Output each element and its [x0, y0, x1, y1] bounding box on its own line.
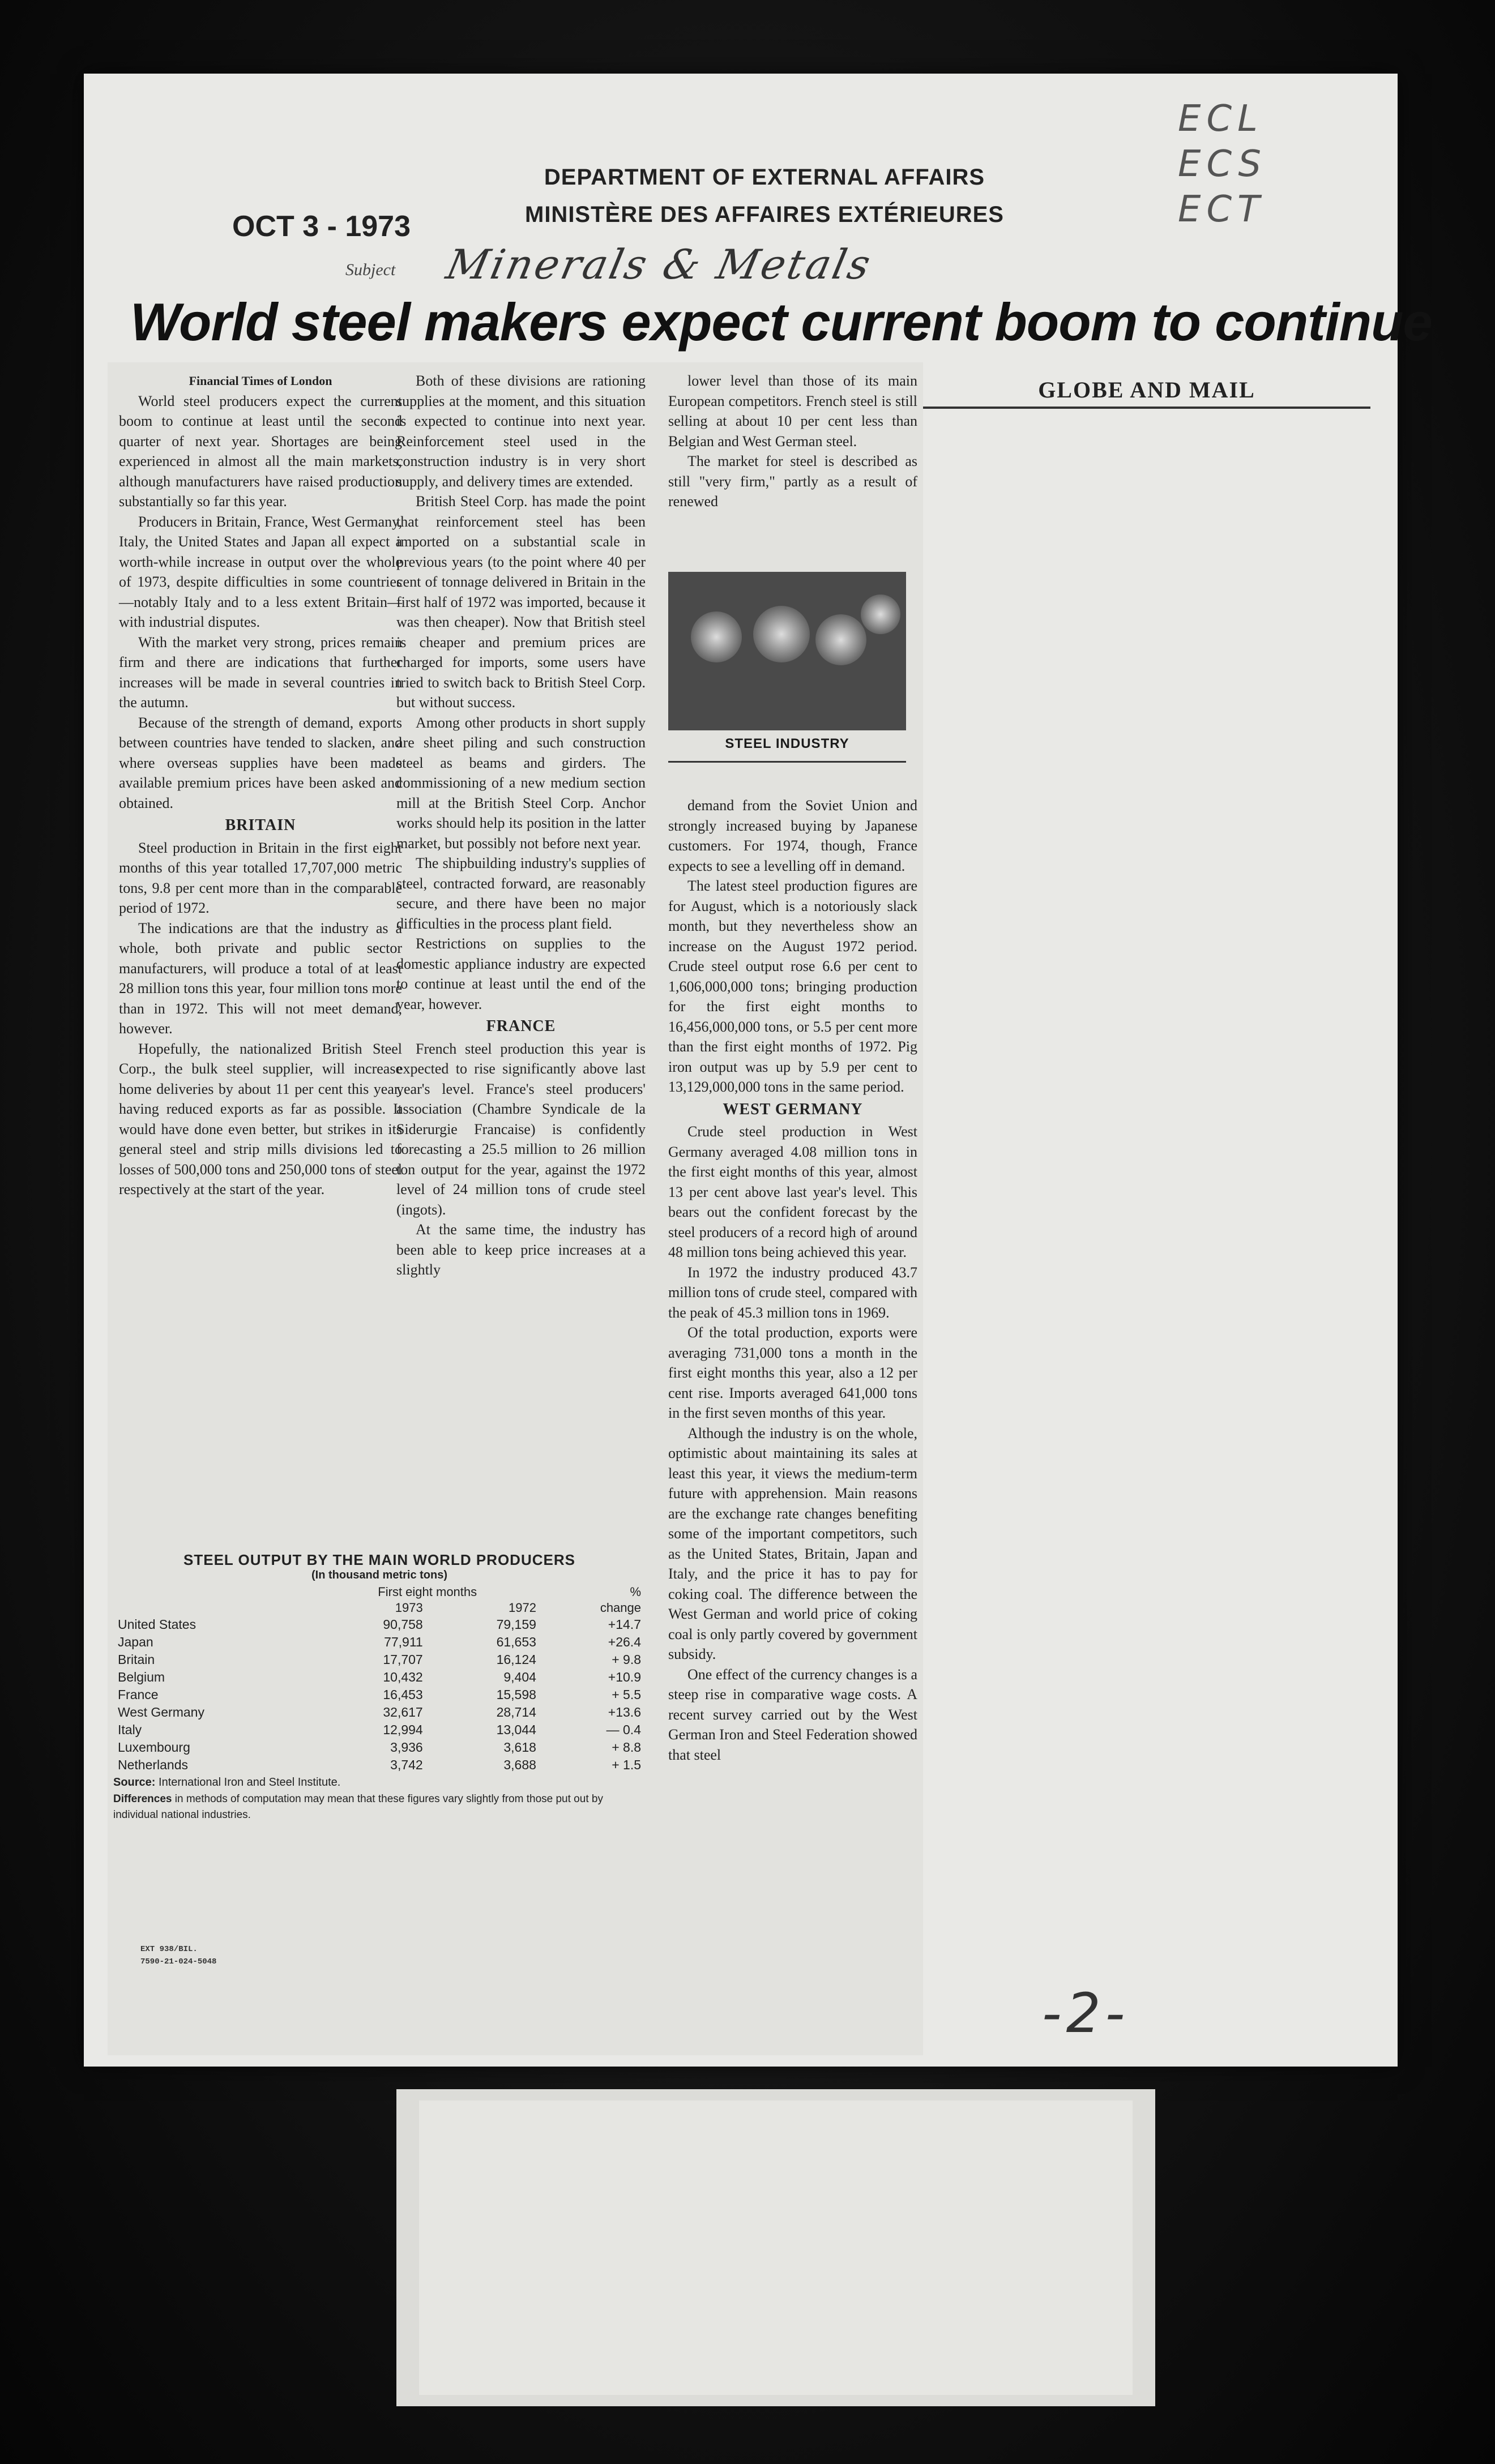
table-row: Britain 17,707 16,124 + 9.8 — [118, 1652, 641, 1667]
subhead-britain: BRITAIN — [225, 816, 296, 834]
paragraph: The indications are that the industry as a whole, both private and public sector manufacturers, will produce a total of at least 28 million tons this year, four million tons more than in 1972. This will not meet demand, however. — [119, 919, 402, 1037]
department-en: DEPARTMENT OF EXTERNAL AFFAIRS — [544, 165, 985, 190]
code-2: ECS — [1178, 143, 1267, 185]
table-row: Italy 12,994 13,044 — 0.4 — [118, 1722, 641, 1737]
paragraph: At the same time, the industry has been able to keep price increases at a slightly — [396, 1221, 646, 1278]
table-source: Source: International Iron and Steel Institute. — [113, 1776, 341, 1789]
paragraph: The latest steel production figures are for August, which is a notoriously slack month, but they nevertheless show an increase on the August 1972 period. Crude steel output rose 6.6 per cent to 1,606,000,000 tons; bringing production for the first eight months to 16,456,000,000 tons, or 5.5 per cent more than the first eight months of 1972. Pig iron output was up by 5.9 per cent to 13,129,000,000 tons in the same period. — [668, 878, 917, 1095]
paragraph: With the market very strong, prices remain firm and there are indications that further increases will be made in several countries in the autumn. — [119, 634, 402, 711]
paragraph: demand from the Soviet Union and strongly increased buying by Japanese customers. For 1974, though, France expects to see a levelling off in demand. — [668, 797, 917, 874]
paragraph: Producers in Britain, France, West Germany, Italy, the United States and Japan all expect a worth-while increase in output over the whole of 1973, despite difficulties in some countries—notably Italy and to a less extent Britain—with industrial disputes. — [119, 513, 402, 630]
paragraph: Steel production in Britain in the first eight months of this year totalled 17,707,000 metric tons, 9.8 per cent more than in the comparable period of 1972. — [119, 839, 402, 916]
code-3: ECT — [1178, 189, 1266, 230]
table-unit: (In thousand metric tons) — [311, 1569, 447, 1581]
table-row: Luxembourg 3,936 3,618 + 8.8 — [118, 1740, 641, 1755]
paragraph: Among other products in short supply are sheet piling and such construction steel as beams and girders. The commissioning of a new medium section mill at the British Steel Corp. Anchor works should help its position in the latter market, but possibly not before next year. — [396, 714, 646, 852]
header-change-b: change — [600, 1601, 641, 1615]
page-number: -2- — [1042, 1982, 1130, 2045]
header-group: First eight months — [378, 1585, 477, 1599]
date-stamp: OCT 3 - 1973 — [232, 210, 411, 243]
table-row: United States 90,758 79,159 +14.7 — [118, 1617, 641, 1632]
form-code: EXT 938/BIL. 7590-21-024-5048 — [140, 1945, 217, 1966]
source-paper: GLOBE AND MAIL — [923, 377, 1370, 409]
paragraph: Restrictions on supplies to the domestic appliance industry are expected to continue at least until the end of the year, however. — [396, 935, 646, 1012]
code-1: ECL — [1178, 98, 1263, 140]
paragraph: One effect of the currency changes is a steep rise in comparative wage costs. A recent survey carried out by the West German Iron and Steel Federation showed that steel — [668, 1666, 917, 1763]
paragraph: Hopefully, the nationalized British Steel Corp., the bulk steel supplier, will increase home deliveries by about 11 per cent this year, having reduced exports as far as possible. It would have done even better, but strikes in its general steel and strip mills divisions led to losses of 500,000 tons and 250,000 tons of steel respectively at the start of the year. — [119, 1040, 402, 1197]
paragraph: Although the industry is on the whole, optimistic about maintaining its sales at least this year, it views the medium-term future with apprehension. Main reasons are the exchange rate changes benefiting some of the important competitors, such as the United States, Britain, Japan and Italy, and the price it has to pay for coking coal. The difference between the West German and world price of coking coal is only partly covered by government subsidy. — [668, 1424, 917, 1662]
paragraph: lower level than those of its main European competitors. French steel is still selling at about 10 per cent less than Belgian and West German steel. — [668, 373, 917, 450]
letterhead — [453, 159, 1076, 233]
paragraph: British Steel Corp. has made the point that reinforcement steel has been imported on a substantial scale in previous years (to the point where 40 per cent of tonnage delivered in Britain in the first half of 1972 was imported, because it was then cheaper). Now that British steel is cheaper and premium prices are charged for imports, some users have tried to switch back to British Steel Corp. but without success. — [396, 493, 646, 711]
paragraph: The market for steel is described as still "very firm," partly as a result of renewed — [668, 453, 917, 510]
subject-label: Subject — [345, 260, 396, 279]
table-row: Netherlands 3,742 3,688 + 1.5 — [118, 1757, 641, 1772]
steel-output-table — [113, 1551, 646, 1823]
subhead-france: FRANCE — [486, 1017, 556, 1035]
header-1972: 1972 — [508, 1601, 536, 1615]
table-row: France 16,453 15,598 + 5.5 — [118, 1687, 641, 1702]
department-fr: MINISTÈRE DES AFFAIRES EXTÉRIEURES — [525, 202, 1004, 227]
paragraph: Both of these divisions are rationing supplies at the moment, and this situation is expected to continue into next year. Reinforcement steel used in the construction industry is in very short supply, and delivery times are extended. — [396, 373, 646, 490]
data-table — [113, 1584, 646, 1774]
paragraph: Of the total production, exports were averaging 731,000 tons a month in the first eight months this year, also a 12 per cent rise. Imports averaged 641,000 tons in the first seven months of this year. — [668, 1324, 917, 1421]
subject-handwritten: Minerals & Metals — [442, 241, 877, 288]
photo-caption: STEEL INDUSTRY — [668, 736, 906, 763]
article-column-3-continued — [668, 795, 917, 1765]
article-column-1 — [119, 371, 402, 1200]
handwritten-codes — [1178, 96, 1267, 232]
paragraph: World steel producers expect the current boom to continue at least until the second quarter of next year. Shortages are being experienced in almost all the main markets, although manufacturers have raised production substantially so far this year. — [119, 392, 402, 510]
blank-slip — [396, 2089, 1155, 2406]
paragraph: In 1972 the industry produced 43.7 million tons of crude steel, compared with the peak of 45.3 million tons in 1969. — [668, 1264, 917, 1321]
headline: World steel makers expect current boom to continue — [130, 292, 1432, 352]
article-column-2 — [396, 371, 646, 1280]
article-column-3 — [668, 371, 917, 512]
steel-industry-photo — [668, 572, 906, 730]
paragraph: The shipbuilding industry's supplies of steel, contracted forward, are reasonably secure, and there have been no major difficulties in the process plant field. — [396, 855, 646, 932]
header-1973: 1973 — [395, 1601, 423, 1615]
table-row: Japan 77,911 61,653 +26.4 — [118, 1635, 641, 1649]
table-row: West Germany 32,617 28,714 +13.6 — [118, 1705, 641, 1719]
paragraph: Crude steel production in West Germany averaged 4.08 million tons in the first eight months of this year, almost 13 per cent above last year's level. This bears out the confident forecast by the steel producers of a record high of around 48 million tons being achieved this year. — [668, 1123, 917, 1260]
header-change-a: % — [630, 1585, 641, 1599]
paragraph: French steel production this year is expected to rise significantly above last year's level. France's steel producers' association (Chambre Syndicale de la Siderurgie Francaise) is confidently forecasting a 25.5 million to 26 million ton output for the year, against the 1972 level of 24 million tons of crude steel (ingots). — [396, 1040, 646, 1218]
table-title: STEEL OUTPUT BY THE MAIN WORLD PRODUCERS — [183, 1551, 575, 1568]
table-row: Belgium 10,432 9,404 +10.9 — [118, 1670, 641, 1684]
subhead-west-germany: WEST GERMANY — [723, 1100, 863, 1118]
table-note: Differences in methods of computation may mean that these figures vary slightly from those put out by individual national industries. — [113, 1793, 603, 1821]
paragraph: Because of the strength of demand, exports between countries have tended to slacken, and where overseas supplies have been made available premium prices have been asked and obtained. — [119, 714, 402, 811]
byline: Financial Times of London — [189, 374, 332, 388]
